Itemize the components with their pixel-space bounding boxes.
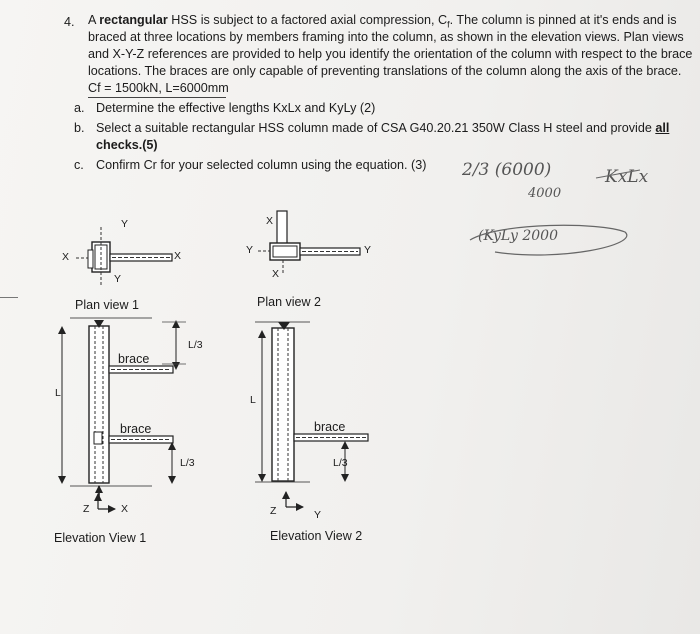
handwritten-note-2: 4000 (528, 186, 562, 201)
question-line-2: braced at three locations by members framing into the column, as shown in the elevation views. Plan views (88, 30, 684, 44)
handwritten-loop (470, 225, 627, 255)
plan2-y-left: Y (246, 244, 254, 256)
given-values: Cf = 1500kN, L=6000mm (88, 81, 229, 95)
plan2-y-right: Y (364, 244, 372, 256)
elev1-dim-top: L/3 (188, 339, 203, 351)
plan1-x-right: X (174, 250, 182, 262)
elevation-view-1-caption: Elevation View 1 (54, 531, 147, 545)
part-b-letter: b. (74, 121, 85, 135)
part-a-text: Determine the effective lengths KxLx and KyLy (2) (96, 101, 376, 115)
plan1-y-bottom: Y (114, 273, 122, 285)
elev2-axis-z: Z (270, 505, 277, 517)
handwritten-note-3: (KyLy 2000 (478, 228, 558, 244)
plan-view-1 (76, 227, 172, 286)
elev1-axis-z: Z (83, 503, 90, 515)
part-b-text-2: checks.(5) (96, 138, 158, 152)
plan-view-1-caption: Plan view 1 (75, 298, 139, 312)
handwritten-note-1b: KxLx (605, 167, 649, 187)
elevation-view-2 (255, 322, 368, 507)
plan2-x-bottom: X (272, 268, 280, 280)
elev1-brace-top-label: brace (118, 352, 150, 366)
part-c-letter: c. (74, 158, 84, 172)
elev2-dim-bottom: L/3 (333, 457, 348, 469)
elev1-dim-bottom: L/3 (180, 457, 195, 469)
question-line-1: A rectangular HSS is subject to a factored axial compression, $C_f$. The column is pinned at it's ends and is (88, 13, 677, 30)
plan1-x-left: X (62, 251, 70, 263)
plan-view-2 (258, 211, 360, 275)
elev1-column (89, 326, 109, 483)
elev2-axis-y: Y (314, 509, 322, 521)
handwritten-note-1: 2/3 (6000) (462, 160, 552, 180)
question-number: 4. (64, 15, 75, 29)
elev1-dim-full: L (55, 387, 61, 399)
plan2-x-top: X (266, 215, 274, 227)
part-b-text: Select a suitable rectangular HSS column made of CSA G40.20.21 350W Class H steel and provide all (96, 121, 670, 135)
elevation-view-2-caption: Elevation View 2 (270, 529, 363, 543)
elev2-column (272, 328, 294, 481)
elev1-brace-end (94, 432, 102, 444)
plan1-brace-stub (88, 250, 93, 268)
plan-view-2-caption: Plan view 2 (257, 295, 321, 309)
elev2-brace-label: brace (314, 420, 346, 434)
question-line-4: locations. The braces are only capable of preventing translations of the column along the axis of the brace. (88, 64, 682, 78)
elev1-axis-x: X (121, 503, 129, 515)
elevation-view-1 (58, 318, 186, 509)
question-line-3: and X-Y-Z references are provided to help you identify the orientation of the column with respect to the brace (88, 47, 693, 61)
part-a-letter: a. (74, 101, 85, 115)
part-c-text: Confirm Cr for your selected column using the equation. (3) (96, 158, 427, 172)
plan1-y-top: Y (121, 218, 129, 230)
elev2-dim-full: L (250, 394, 256, 406)
elev1-brace-bottom-label: brace (120, 422, 152, 436)
